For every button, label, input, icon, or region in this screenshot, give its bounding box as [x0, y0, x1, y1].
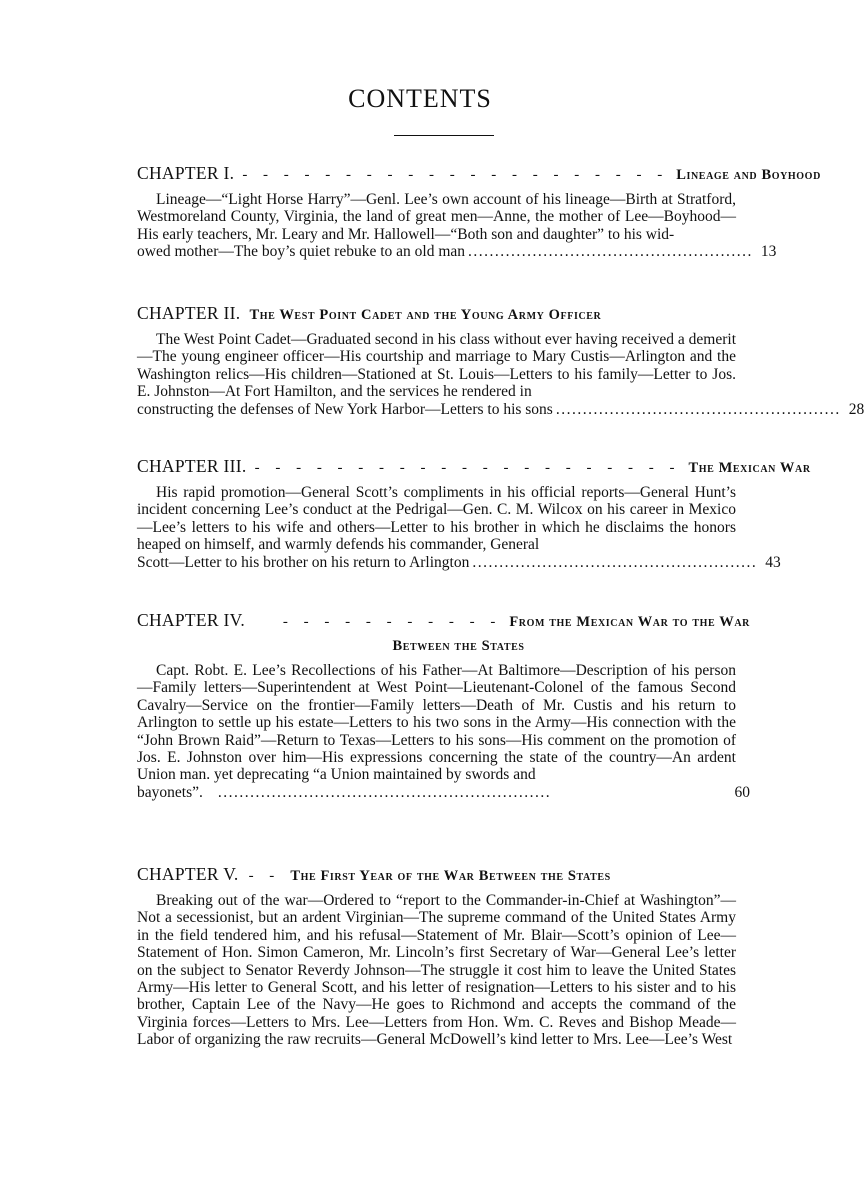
- chapter-summary-end: [137, 243, 777, 261]
- chapter-name-continued: Between the States: [392, 638, 525, 654]
- dot-leader: - -: [248, 868, 281, 884]
- page-title: CONTENTS: [348, 84, 492, 113]
- chapter-number: CHAPTER IV.: [137, 610, 245, 630]
- chapter-entry-2[interactable]: [137, 303, 864, 418]
- chapter-heading: [137, 864, 750, 888]
- chapter-summary-last-line: constructing the defenses of New York Harbor—Letters to his sons: [137, 400, 553, 418]
- dot-leader: - - - - - - - - - - - - - - - - - - - - -: [242, 167, 669, 183]
- chapter-number: CHAPTER II.: [137, 303, 241, 323]
- chapter-name: From the Mexican War to the War: [509, 614, 750, 630]
- chapter-number: CHAPTER V.: [137, 864, 239, 884]
- page-number: 13: [760, 243, 777, 261]
- page-number: 60: [734, 783, 750, 801]
- chapter-number: CHAPTER III.: [137, 456, 247, 476]
- chapter-entry-5[interactable]: [137, 864, 750, 1049]
- chapter-summary-end: [137, 400, 864, 418]
- dot-leader: .....................................................: [468, 243, 753, 261]
- chapter-name: The West Point Cadet and the Young Army Officer: [249, 307, 602, 323]
- chapter-name: Lineage and Boyhood: [676, 167, 821, 183]
- dot-leader: - - - - - - - - - - -: [282, 614, 502, 630]
- chapter-name: The Mexican War: [688, 460, 811, 476]
- dot-leader: - - - - - - - - - - - - - - - - - - - - -: [254, 460, 681, 476]
- page-number: 43: [765, 553, 781, 571]
- chapter-name: The First Year of the War Between the States: [290, 868, 611, 884]
- chapter-summary-last-line: owed mother—The boy’s quiet rebuke to an old man: [137, 243, 466, 261]
- chapter-summary-end: [137, 553, 781, 571]
- chapter-heading: [137, 456, 811, 480]
- dot-leader: .....................................................: [555, 400, 841, 418]
- chapter-summary: The West Point Cadet—Graduated second in his class without ever having received a demerit—The young engineer officer—His courtship and marriage to Mary Custis—Arlington and the Washington relics—His children—Stationed at St. Louis—Letters to his family—Letter to Jos. E. Johnston—At Fort Hamilton, and the services he rendered in: [137, 331, 736, 401]
- dot-leader: .....................................................: [472, 553, 758, 571]
- chapter-heading: [137, 610, 750, 634]
- chapter-summary: His rapid promotion—General Scott’s compliments in his official reports—General Hunt’s incident concerning Lee’s conduct at the Pedrigal—Gen. C. M. Wilcox on his career in Mexico—Lee’s letters to his wife and others—Letter to his brother in which he disclaims the honors heaped on himself, and warmly defends his commander, General: [137, 484, 736, 554]
- chapter-number: CHAPTER I.: [137, 163, 235, 183]
- chapter-summary: Capt. Robt. E. Lee’s Recollections of his Father—At Baltimore—Description of his person—Family letters—Superintendent at West Point—Lieutenant-Colonel of the famous Second Cavalry—Service on the frontier—Family letters—Death of Mr. Custis and his return to Arlington to settle up his estate—Letters to his two sons in the Army—His connection with the “John Brown Raid”—Return to Texas—Letters to his sons—His comment on the promotion of Jos. E. Johnston over him—His expressions concerning the state of the country—An ardent Union man. yet deprecating “a Union maintained by swords and: [137, 662, 736, 784]
- dot-leader: ..............................................................: [217, 783, 552, 801]
- chapter-summary-last-line: Scott—Letter to his brother on his return to Arlington: [137, 553, 470, 571]
- chapter-summary-last-line: bayonets”.: [137, 783, 203, 801]
- page-number: 28: [848, 400, 864, 418]
- chapter-entry-3[interactable]: [137, 456, 811, 571]
- chapter-summary: Lineage—“Light Horse Harry”—Genl. Lee’s own account of his lineage—Birth at Stratford, Westmoreland County, Virginia, the land of great men—Anne, the mother of Lee—Boyhood—His early teachers, Mr. Leary and Mr. Hallowell—“Both son and daughter” to his wid-: [137, 191, 736, 243]
- chapter-summary: Breaking out of the war—Ordered to “report to the Commander-in-Chief at Washington”—Not a secessionist, but an ardent Virginian—The supreme command of the United States Army in the field tendered him, and his refusal—Statement of Mr. Blair—Scott’s opinion of Lee—Statement of Hon. Simon Cameron, Mr. Lincoln’s first Secretary of War—General Lee’s letter on the subject to Senator Reverdy Johnson—The struggle it cost him to leave the United States Army—His letter to General Scott, and his letter of resignation—Letters to his sister and to his brother, Captain Lee of the Navy—He goes to Richmond and accepts the command of the Virginia forces—Letters to Mrs. Lee—Letters from Hon. Wm. C. Reves and Bishop Meade—Labor of organizing the raw recruits—General McDowell’s kind letter to Mrs. Lee—Lee’s West: [137, 892, 736, 1049]
- chapter-heading: [137, 303, 750, 327]
- chapter-heading: [137, 163, 821, 187]
- chapter-entry-1[interactable]: [137, 163, 821, 261]
- chapter-summary-end: [137, 784, 750, 801]
- title-rule: [394, 135, 494, 136]
- chapter-entry-4[interactable]: [137, 610, 750, 801]
